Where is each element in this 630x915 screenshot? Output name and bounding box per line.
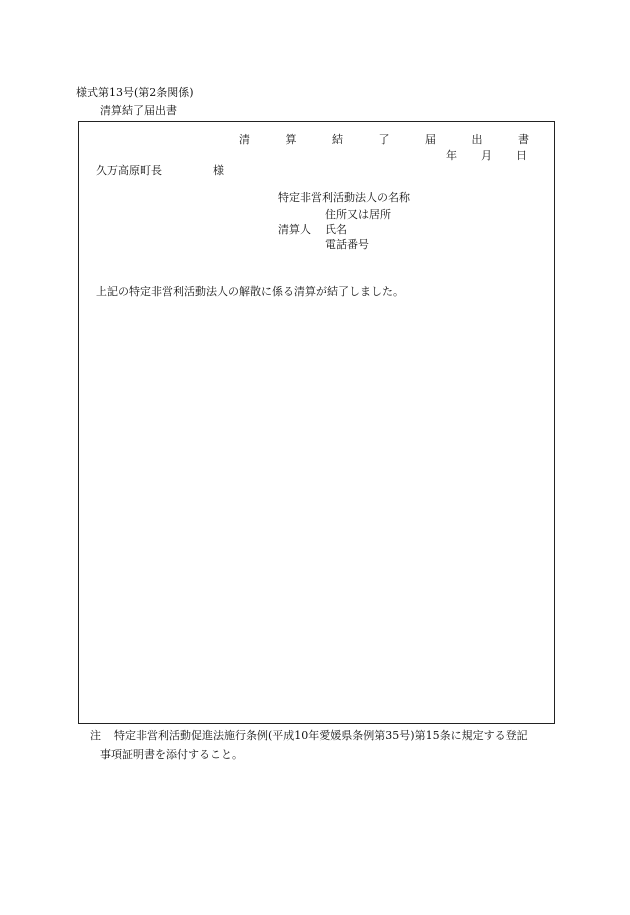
form-subtitle: 清算結了届出書 [100, 104, 177, 117]
address-label: 住所又は居所 [325, 208, 391, 221]
date-month-label: 月 [481, 149, 492, 162]
name-label: 氏名 [325, 223, 347, 236]
date-day-label: 日 [516, 149, 527, 162]
statement-text: 上記の特定非営利活動法人の解散に係る清算が結了しました。 [96, 285, 404, 298]
note-line-2: 事項証明書を添付すること。 [100, 748, 243, 761]
addressee-honorific: 様 [213, 164, 224, 177]
note-line-1: 特定非営利活動促進法施行条例(平成10年愛媛県条例第35号)第15条に規定する登記 [114, 729, 528, 742]
note-marker: 注 [90, 729, 101, 742]
form-number: 様式第13号(第2条関係) [76, 86, 194, 99]
corporation-name-label: 特定非営利活動法人の名称 [278, 191, 410, 204]
form-box [78, 121, 555, 724]
date-year-label: 年 [446, 149, 457, 162]
phone-number-label: 電話番号 [325, 238, 369, 251]
addressee-name: 久万高原町長 [96, 164, 162, 177]
document-title: 清 算 結 了 届 出 書 [239, 133, 545, 146]
liquidator-label: 清算人 [278, 223, 311, 236]
